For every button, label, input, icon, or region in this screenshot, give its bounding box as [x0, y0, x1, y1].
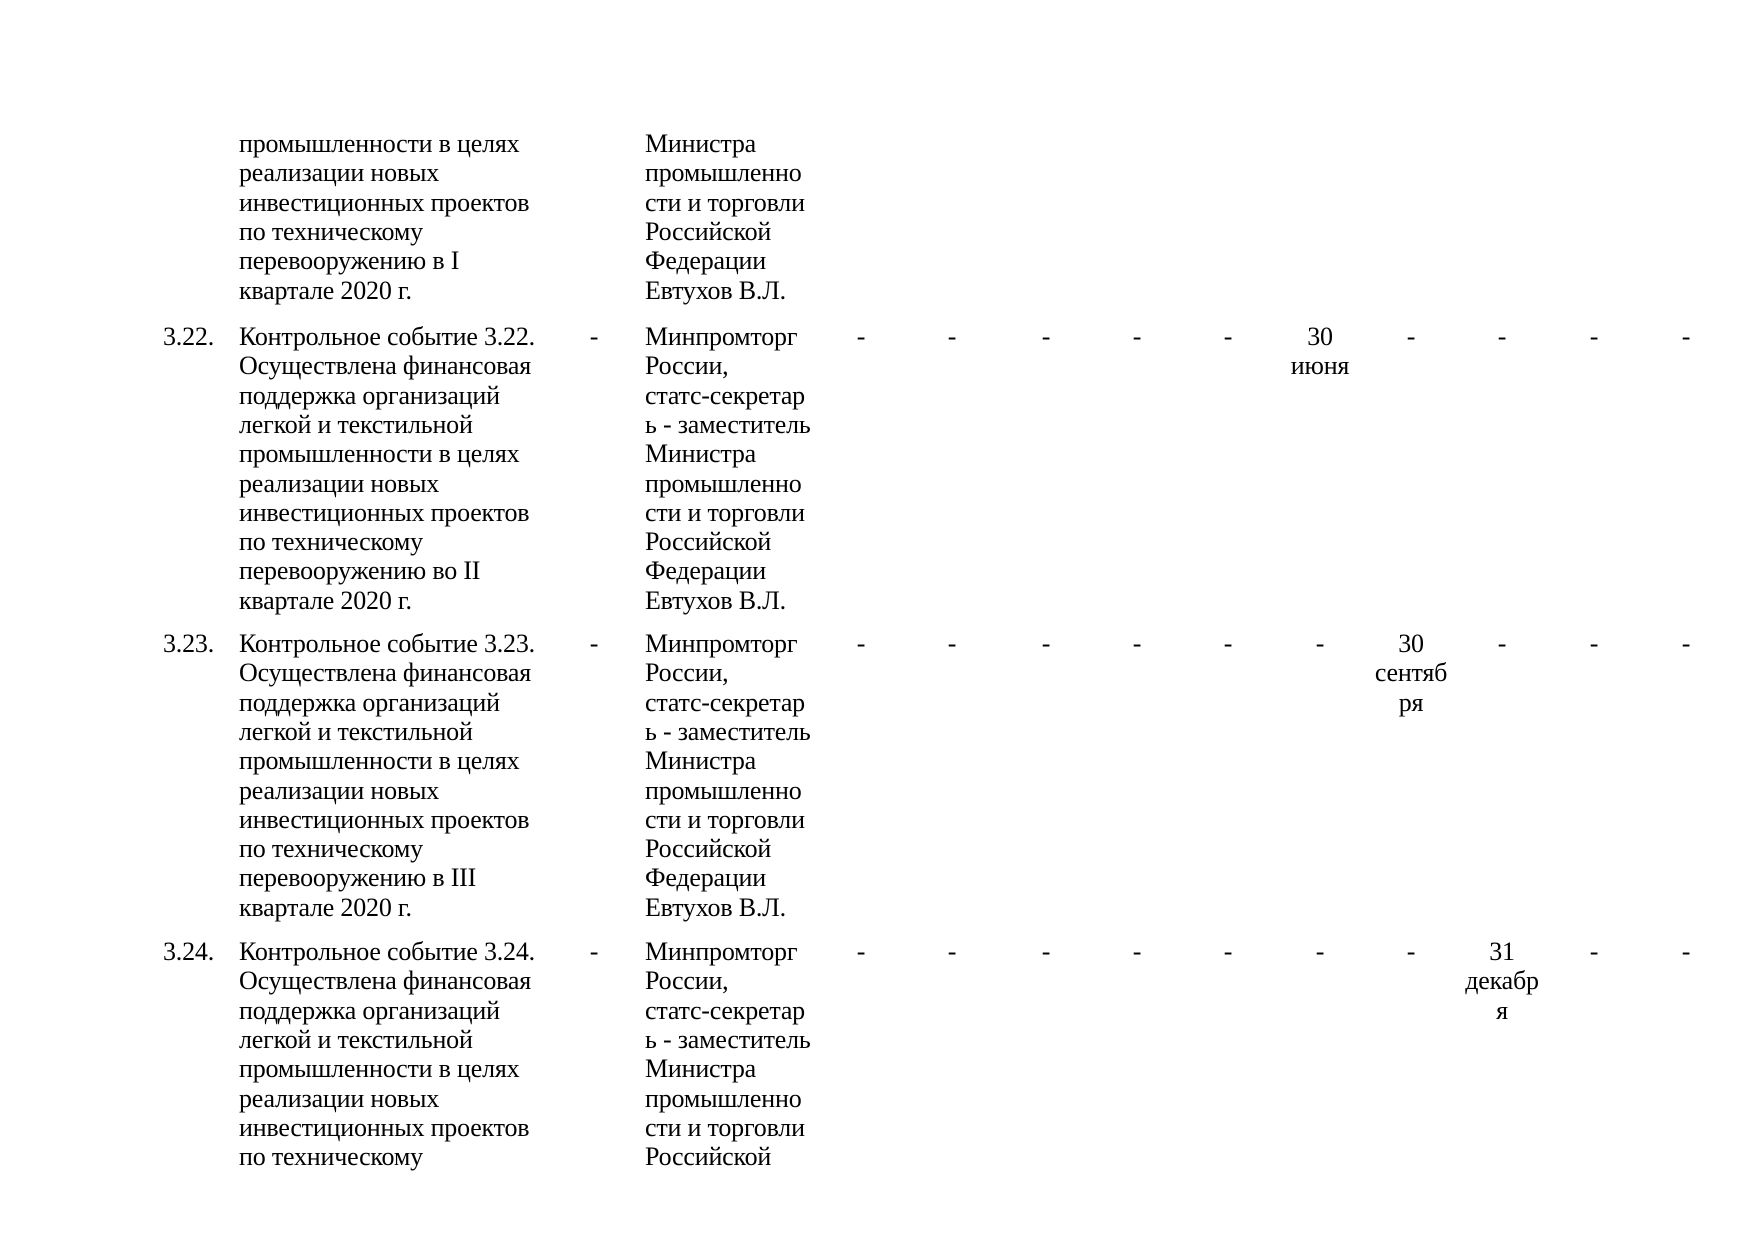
event-description-line: промышленности в целях — [239, 439, 520, 469]
dash-cell: - — [1315, 937, 1325, 966]
responsible-line: Федерации — [645, 556, 766, 586]
event-description-line: промышленности в целях — [239, 1054, 520, 1084]
responsible-line: сти и торговли — [645, 1112, 805, 1142]
event-description-line: Осуществлена финансовая — [239, 351, 531, 381]
event-description-line: реализации новых — [239, 468, 440, 498]
responsible-line: статс-секретар — [645, 380, 805, 410]
dash-cell: - — [1497, 322, 1507, 351]
dash-cell: - — [1681, 322, 1691, 351]
responsible-line: России, — [645, 658, 729, 688]
responsible-line: Министра — [645, 746, 757, 776]
event-description-line: перевооружению в III — [239, 863, 477, 893]
responsible-line: Минпромторг — [645, 629, 798, 658]
responsible-line: промышленно — [645, 775, 802, 805]
responsible-line: Министра — [645, 439, 757, 469]
responsible-line: Российской — [645, 1142, 772, 1172]
responsible-line: ь - заместитель — [645, 1024, 811, 1054]
dash-cell: - — [1681, 629, 1691, 658]
responsible-line: ь - заместитель — [645, 409, 811, 439]
dash-cell: - — [1223, 322, 1233, 351]
event-description-line: поддержка организаций — [239, 687, 500, 717]
event-description-line: Контрольное событие 3.22. — [239, 322, 535, 351]
event-description-line: квартале 2020 г. — [239, 585, 412, 615]
responsible-line: Минпромторг — [645, 937, 798, 966]
event-description-line: промышленности в целях — [239, 746, 520, 776]
responsible-line: промышленно — [645, 158, 802, 188]
event-description-line: легкой и текстильной — [239, 409, 473, 439]
row-number: 3.24. — [163, 937, 215, 966]
responsible-line: Федерации — [645, 246, 766, 276]
dash-cell: - — [856, 937, 866, 966]
dash-cell: - — [1041, 322, 1051, 351]
date-cell-line: декабр — [1465, 966, 1539, 996]
date-cell-line: июня — [1290, 351, 1350, 381]
event-description-line: промышленности в целях — [239, 129, 520, 158]
dash-cell: - — [856, 629, 866, 658]
event-description-line: реализации новых — [239, 1083, 440, 1113]
event-description-line: Осуществлена финансовая — [239, 658, 531, 688]
event-description-line: поддержка организаций — [239, 995, 500, 1025]
responsible-line: Евтухов В.Л. — [645, 892, 786, 922]
responsible-line: России, — [645, 351, 729, 381]
dash-cell: - — [947, 322, 957, 351]
dash-cell: - — [1223, 629, 1233, 658]
event-description-line: перевооружению во II — [239, 556, 481, 586]
dash-cell: - — [1223, 937, 1233, 966]
date-cell-line: 30 — [1398, 629, 1424, 658]
dash-cell: - — [947, 937, 957, 966]
event-description-line: Контрольное событие 3.23. — [239, 629, 535, 658]
dash-cell: - — [1132, 322, 1142, 351]
event-description-line: инвестиционных проектов — [239, 187, 530, 217]
responsible-line: Министра — [645, 1054, 757, 1084]
dash-cell: - — [1406, 937, 1416, 966]
event-description-line: перевооружению в I — [239, 246, 460, 276]
event-description-line: реализации новых — [239, 158, 440, 188]
dash-cell: - — [589, 629, 599, 658]
dash-cell: - — [1406, 322, 1416, 351]
dash-cell: - — [1041, 629, 1051, 658]
responsible-line: сти и торговли — [645, 497, 805, 527]
row-number: 3.22. — [163, 322, 215, 351]
dash-cell: - — [1132, 937, 1142, 966]
responsible-line: Федерации — [645, 863, 766, 893]
event-description-line: инвестиционных проектов — [239, 804, 530, 834]
row-number: 3.23. — [163, 629, 215, 658]
event-description-line: поддержка организаций — [239, 380, 500, 410]
responsible-line: Российской — [645, 834, 772, 864]
responsible-line: Министра — [645, 129, 757, 158]
responsible-line: сти и торговли — [645, 804, 805, 834]
responsible-line: Евтухов В.Л. — [645, 585, 786, 615]
dash-cell: - — [1681, 937, 1691, 966]
event-description-line: по техническому — [239, 216, 423, 246]
dash-cell: - — [1589, 322, 1599, 351]
event-description-line: по техническому — [239, 1142, 423, 1172]
event-description-line: реализации новых — [239, 775, 440, 805]
event-description-line: Осуществлена финансовая — [239, 966, 531, 996]
responsible-line: промышленно — [645, 1083, 802, 1113]
event-description-line: по техническому — [239, 527, 423, 557]
dash-cell: - — [589, 937, 599, 966]
responsible-line: Евтухов В.Л. — [645, 275, 786, 305]
dash-cell: - — [1589, 937, 1599, 966]
event-description-line: по техническому — [239, 834, 423, 864]
event-description-line: Контрольное событие 3.24. — [239, 937, 535, 966]
responsible-line: промышленно — [645, 468, 802, 498]
dash-cell: - — [1497, 629, 1507, 658]
dash-cell: - — [1132, 629, 1142, 658]
dash-cell: - — [856, 322, 866, 351]
event-description-line: квартале 2020 г. — [239, 275, 412, 305]
dash-cell: - — [589, 322, 599, 351]
event-description-line: инвестиционных проектов — [239, 497, 530, 527]
responsible-line: Минпромторг — [645, 322, 798, 351]
dash-cell: - — [1041, 937, 1051, 966]
event-description-line: инвестиционных проектов — [239, 1112, 530, 1142]
responsible-line: статс-секретар — [645, 687, 805, 717]
responsible-line: Российской — [645, 216, 772, 246]
event-description-line: легкой и текстильной — [239, 716, 473, 746]
responsible-line: сти и торговли — [645, 187, 805, 217]
date-cell-line: 30 — [1307, 322, 1333, 351]
dash-cell: - — [1315, 629, 1325, 658]
event-description-line: легкой и текстильной — [239, 1024, 473, 1054]
date-cell-line: 31 — [1489, 937, 1515, 966]
responsible-line: России, — [645, 966, 729, 996]
responsible-line: Российской — [645, 527, 772, 557]
event-description-line: квартале 2020 г. — [239, 892, 412, 922]
date-cell-line: сентяб — [1374, 658, 1448, 688]
date-cell-line: ря — [1398, 687, 1424, 717]
dash-cell: - — [947, 629, 957, 658]
responsible-line: ь - заместитель — [645, 716, 811, 746]
responsible-line: статс-секретар — [645, 995, 805, 1025]
dash-cell: - — [1589, 629, 1599, 658]
date-cell-line: я — [1496, 995, 1508, 1025]
